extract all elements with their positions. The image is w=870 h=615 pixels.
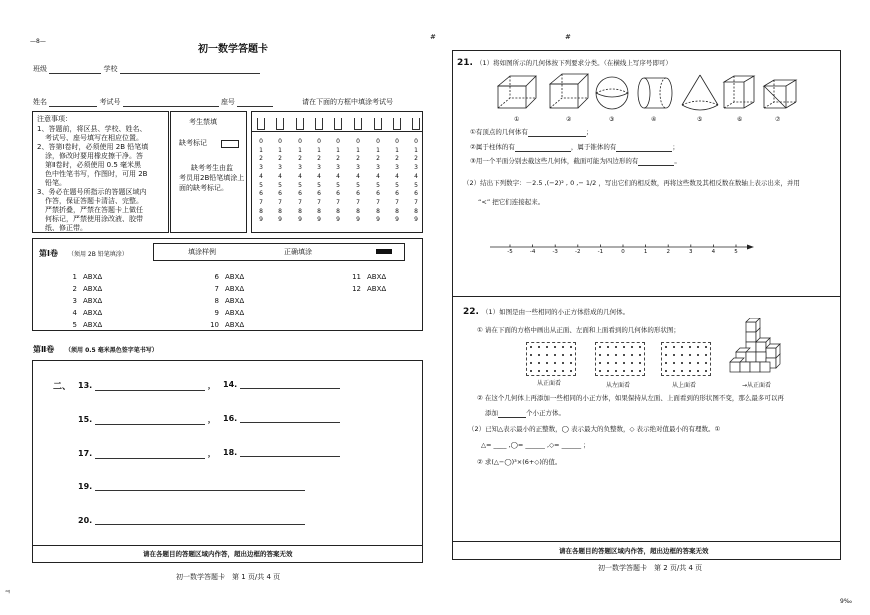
mc-option-bubbles[interactable]: ABXΔ [83,285,103,293]
exam-no-digit-column [315,138,323,225]
exam-no-digit-bubble[interactable]: 0 [414,138,418,145]
exam-no-digit-bubble[interactable]: 6 [298,190,302,198]
mc-question-row [203,297,244,306]
exam-no-digit-bubble[interactable]: 6 [414,190,418,198]
school-label: 学校 [103,65,118,73]
section2-title: 第Ⅱ卷 [33,345,55,354]
view-grid-front[interactable] [526,342,576,380]
exam-no-digit-slot[interactable] [334,118,342,130]
exam-no-digit-bubble[interactable]: 1 [278,146,282,154]
class-school-row [33,65,260,74]
mc-option-bubbles[interactable]: ABXΔ [225,309,245,317]
exam-no-digit-bubble[interactable]: 3 [395,164,399,172]
footer-left: 初一数学答题卡 第 1 页/共 4 页 [176,573,281,581]
q20-answer-line[interactable] [95,516,305,525]
exam-no-digit-bubble[interactable]: 7 [278,198,282,206]
q17-answer-line[interactable] [95,450,205,459]
candidate-note-1: 缺考考生由监 [191,164,233,172]
exam-no-digit-bubble[interactable]: 0 [298,138,302,145]
notice-line: 1、答题前，将区县、学校、姓名、 [37,125,147,133]
q22-part2-line3: ② 求(△−◯)³×(6+◇)的值。 [477,458,562,466]
absent-label: 缺考标记 [179,139,207,147]
cuboid-icon [496,72,540,114]
bottom-right-mark: 9‰ [840,598,852,605]
exam-no-digit-bubble[interactable]: 4 [317,172,321,180]
mc-question-number: 5 [72,321,77,329]
exam-no-digit-slot[interactable] [374,118,382,130]
exam-no-digit-bubble[interactable]: 8 [336,207,340,215]
exam-no-digit-bubble[interactable]: 9 [278,216,282,224]
section2-box [32,360,423,563]
candidate-note-3: 面的缺考标记。 [179,184,228,192]
fill-exam-no-title: 请在下面的方框中填涂考试号 [302,98,393,106]
q21-part2-line2: “<” 把它们连接起来。 [478,198,545,206]
q16-number: 16. [223,414,238,423]
number-line [490,243,754,263]
mc-option-bubbles[interactable]: ABXΔ [83,273,103,281]
exam-no-digit-bubble[interactable]: 7 [376,198,380,206]
warning-right: 请在各题目的答题区域内作答，超出边框的答案无效 [559,547,709,555]
q22-sub2-unit: 个小正方体。 [526,409,565,417]
exam-no-digit-bubble[interactable]: 0 [278,138,282,145]
name-label: 姓名 [33,98,47,106]
q18-answer-line[interactable] [240,448,340,457]
q21-sub2b-answer[interactable] [616,143,672,152]
exam-no-digit-bubble[interactable]: 6 [278,190,282,198]
exam-no-digit-bubble[interactable]: 2 [317,155,321,163]
shape-label-3: ③ [609,116,615,123]
exam-no-label: 考试号 [99,98,121,106]
notice-line: 涂，修改时要用橡皮擦干净。答 [45,152,143,160]
mc-question-row [203,321,244,330]
exam-no-digit-bubble[interactable]: 4 [395,172,399,180]
shape-3-sphere [590,72,634,114]
notice-line: 3、务必在题号所指示的答题区域内 [37,188,147,196]
mc-question-row [61,321,102,330]
exam-no-digit-bubble[interactable]: 8 [395,207,399,215]
exam-no-digit-bubble[interactable]: 5 [298,181,302,189]
exam-no-digit-bubble[interactable]: 9 [395,216,399,224]
view-grid-top[interactable] [661,342,711,380]
exam-no-digit-bubble[interactable]: 4 [376,172,380,180]
shape-label-2: ② [566,116,572,123]
mc-option-bubbles[interactable]: ABXΔ [83,321,103,329]
q21-sub3-answer[interactable] [638,157,674,166]
exam-no-digit-bubble[interactable]: 0 [336,138,340,145]
exam-no-digit-bubble[interactable]: 0 [259,138,263,145]
exam-no-digit-bubble[interactable]: 0 [395,138,399,145]
exam-no-digit-bubble[interactable]: 7 [336,198,340,206]
q21-sub1: ①有顶点的几何体有 ； [470,128,593,136]
q17: 17. ， [78,449,216,458]
q21-intro: （1）将如图所示的几何体按下列要求分类。（在横线上写序号即可） [476,59,672,67]
front-view-label: 从正面看 [747,382,772,389]
q21-sub2: ②属于柱体的有 ，属于锥体的有 ； [470,143,679,151]
exam-no-digit-bubble[interactable]: 1 [414,146,418,154]
exam-no-digit-slot[interactable] [276,118,284,130]
exam-no-digit-bubble[interactable]: 7 [317,198,321,206]
axis-tick-label: -5 [507,249,513,255]
notice-line: 第Ⅱ卷时，必须使用 0.5 毫米黑 [45,161,142,169]
sphere-icon [590,72,634,114]
footer-right: 初一数学答题卡 第 2 页/共 4 页 [598,564,703,572]
exam-no-digit-bubble[interactable]: 6 [317,190,321,198]
exam-no-digit-bubble[interactable]: 9 [317,216,321,224]
exam-no-digit-bubble[interactable]: 7 [414,198,418,206]
exam-no-digit-bubble[interactable]: 2 [395,155,399,163]
notice-lines [37,125,148,233]
q22-divider [453,296,840,297]
shape-label-6: ⑥ [737,116,743,123]
notice-line: 铅笔。 [45,179,66,187]
exam-no-digit-bubble[interactable]: 2 [259,155,263,163]
notice-line: 2、答第Ⅰ卷时，必须使用 2B 铅笔填 [37,143,149,151]
shape-label-7: ⑦ [775,116,781,123]
axis-tick-label: 4 [711,249,716,255]
mc-question-row [203,285,244,294]
exam-no-digit-bubble[interactable]: 5 [259,181,263,189]
q14 [223,380,340,389]
exam-no-digit-bubble[interactable]: 1 [317,146,321,154]
exam-no-digit-column [412,138,420,225]
exam-no-digit-bubble[interactable]: 6 [336,190,340,198]
exam-no-digit-bubble[interactable]: 9 [259,216,263,224]
view-label-left: 从左面看 [606,382,631,389]
mc-option-bubbles[interactable]: ABXΔ [83,309,103,317]
q14-answer-line[interactable] [240,380,340,389]
q22-sub2-add-label: 添加 [485,409,498,417]
section1-box [32,238,423,331]
exam-no-digit-bubble[interactable]: 9 [414,216,418,224]
exam-no-digit-column [374,138,382,225]
exam-no-digit-bubble[interactable]: 4 [259,172,263,180]
candidate-note-2: 考员用2B铅笔填涂上 [179,174,245,182]
correct-label: 正确填涂 [284,248,312,256]
q17-number: 17. [78,449,93,458]
page-title: 初一数学答题卡 [198,44,268,55]
notice-line: 严禁折叠，严禁在答题卡上做任 [45,206,143,214]
axis-tick-label: 3 [689,249,693,255]
q15-number: 15. [78,415,93,424]
notice-box [32,111,169,233]
seat-field[interactable] [237,98,273,107]
exam-no-digit-bubble[interactable]: 4 [414,172,418,180]
mc-question-row [345,273,386,282]
exam-no-digit-bubble[interactable]: 3 [278,164,282,172]
exam-no-digit-bubble[interactable]: 1 [395,146,399,154]
q22-intro: （1）如图是由一些相同的小正方体搭成的几何体。 [482,308,630,316]
warning-left: 请在各题目的答题区域内作答，超出边框的答案无效 [143,550,293,558]
class-field[interactable] [49,65,101,74]
front-view-arrow-label: →从正面看 [742,382,772,389]
exam-no-digit-bubble[interactable]: 0 [317,138,321,145]
axis-tick-label: -3 [552,249,558,255]
mc-question-row [61,309,102,318]
exam-no-digit-slot[interactable] [257,118,265,130]
name-row [33,98,273,107]
mc-question-number: 12 [352,285,361,293]
exam-no-digit-bubble[interactable]: 6 [376,190,380,198]
exam-no-digit-bubble[interactable]: 2 [336,155,340,163]
shape-label-1: ① [514,116,520,123]
exam-no-digit-bubble[interactable]: 6 [356,190,360,198]
exam-no-digit-bubble[interactable]: 4 [336,172,340,180]
exam-no-digit-bubble[interactable]: 7 [395,198,399,206]
exam-no-digit-bubble[interactable]: 5 [317,181,321,189]
exam-no-digit-bubble[interactable]: 6 [259,190,263,198]
q22-part2-line1: （2）已知△表示最小的正整数，◯ 表示最大的负整数，◇ 表示绝对值最小的有理数。① [468,425,721,433]
mc-option-bubbles[interactable]: ABXΔ [225,285,245,293]
exam-no-digit-bubble[interactable]: 5 [356,181,360,189]
exam-no-digit-bubble[interactable]: 2 [376,155,380,163]
exam-no-digit-column [354,138,362,225]
candidate-box [170,111,247,233]
q21-part2-line1: （2）结出下列数字：－2.5 ,(−2)² , 0 ,− 1/2 ，写出它们的相反数，再将这些数及其相反数在数轴上表示出来，并用 [463,179,800,187]
cube-stack-icon [728,318,798,380]
shape-7-pyramid [756,72,800,114]
q21-sub3: ③用一个平面分别去截这些几何体，截面可能为四边形的有 。 [470,157,681,165]
q13-answer-line[interactable] [95,382,205,391]
shape-4-cylinder [632,72,676,114]
shape-2-cube [548,72,592,114]
q18-number: 18. [223,448,238,457]
exam-no-digit-column [296,138,304,225]
exam-no-digit-bubble[interactable]: 5 [278,181,282,189]
exam-no-digit-bubble[interactable]: 5 [395,181,399,189]
q22-number: 22. [463,307,479,317]
q19-answer-line[interactable] [95,482,305,491]
mc-question-number: 6 [214,273,219,281]
hash-mark-left: # [430,33,436,41]
notice-line: 纸、修正带。 [45,224,87,232]
q14-number: 14. [223,380,238,389]
drawing-grid[interactable] [526,342,576,376]
correct-fill-sample [376,249,392,254]
mc-question-number: 9 [214,309,219,317]
q19 [78,482,305,491]
exam-no-digit-bubble[interactable]: 5 [376,181,380,189]
sample-box [153,243,405,261]
exam-no-digit-bubble[interactable]: 3 [414,164,418,172]
axis-tick-label: -1 [597,249,604,255]
cube-icon [548,72,592,114]
mc-question-row [203,309,244,318]
exam-no-digit-column [393,138,401,225]
exam-no-digit-bubble[interactable]: 9 [356,216,360,224]
exam-no-digit-bubble[interactable]: 6 [395,190,399,198]
cone-icon [678,72,722,114]
exam-no-digit-bubble[interactable]: 8 [298,207,302,215]
axis-tick-label: 5 [734,249,738,255]
pyramid-icon [756,72,800,114]
exam-no-digit-slot[interactable] [412,118,420,130]
exam-no-digit-bubble[interactable]: 8 [259,207,263,215]
exam-no-digit-bubble[interactable]: 3 [259,164,263,172]
exam-no-digit-bubble[interactable]: 1 [259,146,263,154]
sample-label: 填涂样例 [188,248,216,256]
mc-question-row [203,273,244,282]
mc-question-row [61,285,102,294]
mc-question-row [345,285,386,294]
exam-no-digit-bubble[interactable]: 4 [356,172,360,180]
mc-question-row [61,297,102,306]
exam-no-digit-bubble[interactable]: 4 [298,172,302,180]
q22-add-answer[interactable] [498,409,526,418]
notice-line: 色中性笔书写，作图时，可用 2B [45,170,148,178]
exam-no-digit-bubble[interactable]: 1 [336,146,340,154]
mc-option-bubbles[interactable]: ABXΔ [225,321,245,329]
view-label-top: 从上面看 [672,382,697,389]
exam-no-digit-bubble[interactable]: 2 [278,155,282,163]
exam-no-digit-bubble[interactable]: 3 [336,164,340,172]
exam-no-digit-bubble[interactable]: 2 [356,155,360,163]
q18 [223,448,340,457]
school-field[interactable] [120,65,260,74]
mc-option-bubbles[interactable]: ABXΔ [83,297,103,305]
bottom-left-mark: ㅋ [4,588,11,596]
shape-5-cone [678,72,722,114]
exam-no-digit-bubble[interactable]: 7 [298,198,302,206]
q21-sub2b-text: ，属于锥体的有 [570,143,617,151]
exam-no-digit-bubble[interactable]: 3 [298,164,302,172]
exam-no-digit-slot[interactable] [315,118,323,130]
hash-mark-right: # [565,33,571,41]
exam-no-digit-column [276,138,284,225]
drawing-grid[interactable] [661,342,711,376]
exam-no-digit-bubble[interactable]: 8 [317,207,321,215]
absent-mark-box[interactable] [221,140,239,148]
exam-no-digit-bubble[interactable]: 2 [414,155,418,163]
mc-option-bubbles[interactable]: ABXΔ [367,273,387,281]
mc-option-bubbles[interactable]: ABXΔ [367,285,387,293]
mc-question-number: 1 [72,273,77,281]
q15: 15. ， [78,415,216,424]
mc-question-number: 10 [210,321,219,329]
exam-no-digit-column [334,138,342,225]
exam-no-digit-bubble[interactable]: 0 [356,138,360,145]
axis-tick-label: -4 [529,249,536,255]
exam-no-digit-slot[interactable] [354,118,362,130]
section1-note: （须用 2B 铅笔填涂） [68,251,128,258]
exam-no-digit-bubble[interactable]: 9 [336,216,340,224]
q20 [78,516,305,525]
q21-sub1-answer[interactable] [528,128,586,137]
cube-stack-figure [728,318,798,380]
q13-number: 13. [78,381,93,390]
q21-sub2a-text: ②属于柱体的有 [470,143,515,151]
mc-question-number: 3 [72,297,77,305]
q19-number: 19. [78,482,93,491]
exam-no-divider [251,131,423,132]
exam-no-digit-bubble[interactable]: 3 [356,164,360,172]
exam-no-digit-bubble[interactable]: 7 [259,198,263,206]
notice-line: 何标记，严禁使用涂改液、胶带 [45,215,143,223]
exam-no-digit-bubble[interactable]: 1 [376,146,380,154]
candidate-box-title: 考生禁填 [189,118,217,126]
warning-divider-right [453,541,840,542]
exam-no-digit-bubble[interactable]: 3 [317,164,321,172]
warning-divider [33,545,422,546]
exam-no-digit-bubble[interactable]: 8 [414,207,418,215]
shape-1-cuboid [496,72,540,114]
notice-title: 注意事项： [37,115,72,123]
drawing-grid[interactable] [595,342,645,376]
cylinder-icon [632,72,676,114]
exam-no-digit-bubble[interactable]: 8 [356,207,360,215]
q15-answer-line[interactable] [95,416,205,425]
mc-question-number: 7 [214,285,219,293]
exam-no-digit-bubble[interactable]: 9 [298,216,302,224]
mc-option-bubbles[interactable]: ABXΔ [225,273,245,281]
shape-label-4: ④ [651,116,657,123]
mc-question-number: 8 [214,297,219,305]
shape-label-5: ⑤ [697,116,703,123]
axis-tick-label: 0 [621,249,625,255]
q22-part2-line2: △= ____ ,◯= ______ ,◇= ______ ； [481,441,590,449]
q22-sub2-line1: ② 在这个几何体上再添加一些相同的小正方体，如果保持从左面、上面看到的形状图不变，那么最多可以再 [477,394,784,402]
axis-tick-label: 2 [666,249,670,255]
name-field[interactable] [49,98,97,107]
notice-line: 考试号、座号填写在相应位置。 [45,134,143,142]
right-answer-box [452,50,841,560]
exam-no-digit-bubble[interactable]: 8 [376,207,380,215]
q16-answer-line[interactable] [240,414,340,423]
q21-sub1-text: ①有顶点的几何体有 [470,128,528,136]
mc-option-bubbles[interactable]: ABXΔ [225,297,245,305]
exam-no-digit-bubble[interactable]: 4 [278,172,282,180]
q16 [223,414,340,423]
axis-tick-label: 1 [643,249,648,255]
mc-question-number: 4 [72,309,77,317]
exam-no-digit-bubble[interactable]: 8 [278,207,282,215]
section1-title: 第Ⅰ卷 [39,249,58,258]
q21-sub2a-answer[interactable] [515,143,571,152]
top-left-mark: —8— [30,38,46,45]
seat-label: 座号 [220,98,235,106]
exam-no-digit-bubble[interactable]: 9 [376,216,380,224]
view-label-front: 从正面看 [537,380,562,387]
q22-sub1: ① 请在下面的方格中画出从正面、左面和上面看到的几何体的形状图； [477,326,680,334]
exam-no-digit-slot[interactable] [296,118,304,130]
q13: 13. ， [78,381,216,390]
exam-no-digit-bubble[interactable]: 2 [298,155,302,163]
mc-question-row [61,273,102,282]
q20-number: 20. [78,516,93,525]
section2-note: （须用 0.5 毫米黑色签字笔书写） [65,347,158,354]
exam-no-digit-bubble[interactable]: 5 [336,181,340,189]
mc-question-number: 2 [72,285,77,293]
exam-no-digit-bubble[interactable]: 5 [414,181,418,189]
exam-no-digit-column [257,138,265,225]
exam-no-field[interactable] [123,98,219,107]
axis-tick-label: -2 [575,249,581,255]
q21-number: 21. [457,58,473,68]
exam-no-digit-slot[interactable] [393,118,401,130]
exam-no-digit-bubble[interactable]: 7 [356,198,360,206]
part2-label: 二、 [53,382,72,392]
class-label: 班级 [33,65,47,73]
exam-no-digit-bubble[interactable]: 1 [356,146,360,154]
q21-sub3-text: ③用一个平面分别去截这些几何体，截面可能为四边形的有 [470,157,639,165]
exam-no-digit-bubble[interactable]: 1 [298,146,302,154]
view-grid-left[interactable] [595,342,645,380]
notice-line: 作答，保证答题卡清洁、完整。 [45,197,143,205]
q22-sub2-line2 [485,409,565,418]
exam-no-digit-bubble[interactable]: 3 [376,164,380,172]
mc-question-number: 11 [352,273,361,281]
exam-no-digit-bubble[interactable]: 0 [376,138,380,145]
